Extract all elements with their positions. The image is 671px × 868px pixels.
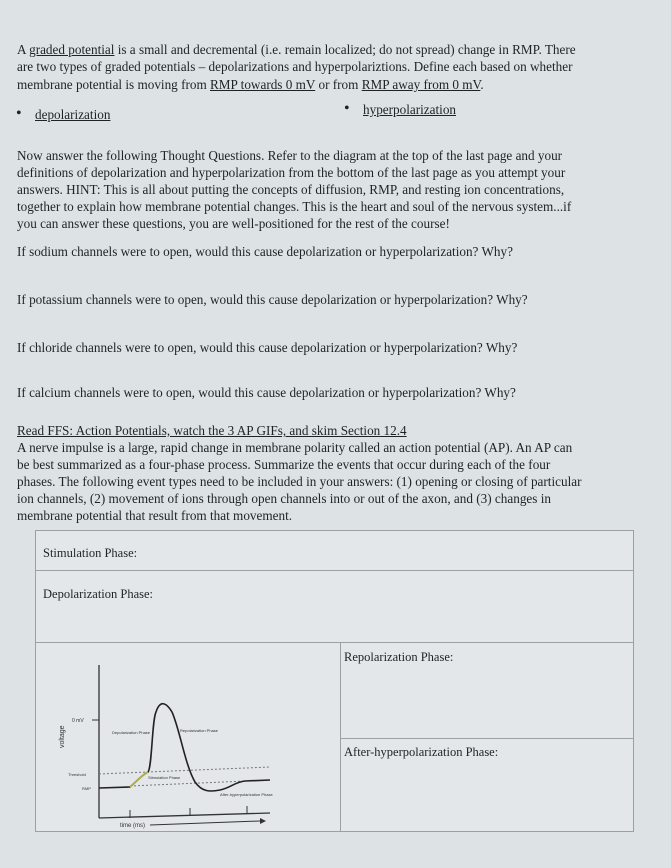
y-axis-label: voltage — [59, 725, 66, 748]
repolarization-diagram-label: Repolarization Phase — [180, 728, 219, 733]
ahp-diagram-label: After-hyperpolarization Phase — [220, 792, 273, 797]
rmp-label: RMP — [82, 786, 91, 791]
question-calcium: If calcium channels were to open, would this cause depolarization or hyperpolarization? Why? — [17, 385, 516, 400]
depolarization-phase-label: Depolarization Phase: — [43, 587, 154, 601]
action-potential-curve — [99, 704, 270, 791]
question-sodium: If sodium channels were to open, would this cause depolarization or hyperpolarization? Why? — [17, 244, 513, 259]
time-arrow-icon — [150, 821, 260, 825]
action-potential-diagram — [30, 640, 340, 840]
question-potassium: If potassium channels were to open, would this cause depolarization or hyperpolarization? Why? — [17, 292, 528, 307]
question-chloride: If chloride channels were to open, would this cause depolarization or hyperpolarization? Why? — [17, 340, 518, 355]
divider — [340, 642, 341, 831]
bullet-icon: • — [16, 105, 22, 122]
stimulation-diagram-label: Stimulation Phase — [148, 775, 181, 780]
divider — [35, 570, 633, 571]
graded-potential-term: graded potential — [29, 42, 115, 57]
arrowhead-icon — [260, 818, 266, 824]
section-heading: Read FFS: Action Potentials, watch the 3 AP GIFs, and skim Section 12.4 — [17, 423, 407, 438]
hyperpolarization-term: hyperpolarization — [363, 102, 457, 117]
divider — [340, 738, 633, 739]
x-axis-label: time (ms) — [120, 823, 145, 829]
x-axis — [99, 813, 270, 818]
zero-label: 0 mV — [72, 718, 84, 724]
repolarization-phase-label: Repolarization Phase: — [344, 650, 454, 664]
depolarization-diagram-label: Depolarization Phase — [112, 730, 151, 735]
bullet-icon: • — [344, 100, 350, 117]
stimulation-phase-label: Stimulation Phase: — [43, 546, 138, 560]
threshold-line — [99, 767, 270, 774]
stimulation-segment — [130, 772, 148, 787]
threshold-label: Threshold — [68, 772, 86, 777]
depolarization-term: depolarization — [35, 107, 111, 122]
after-hyperpolarization-phase-label: After-hyperpolarization Phase: — [344, 745, 499, 759]
